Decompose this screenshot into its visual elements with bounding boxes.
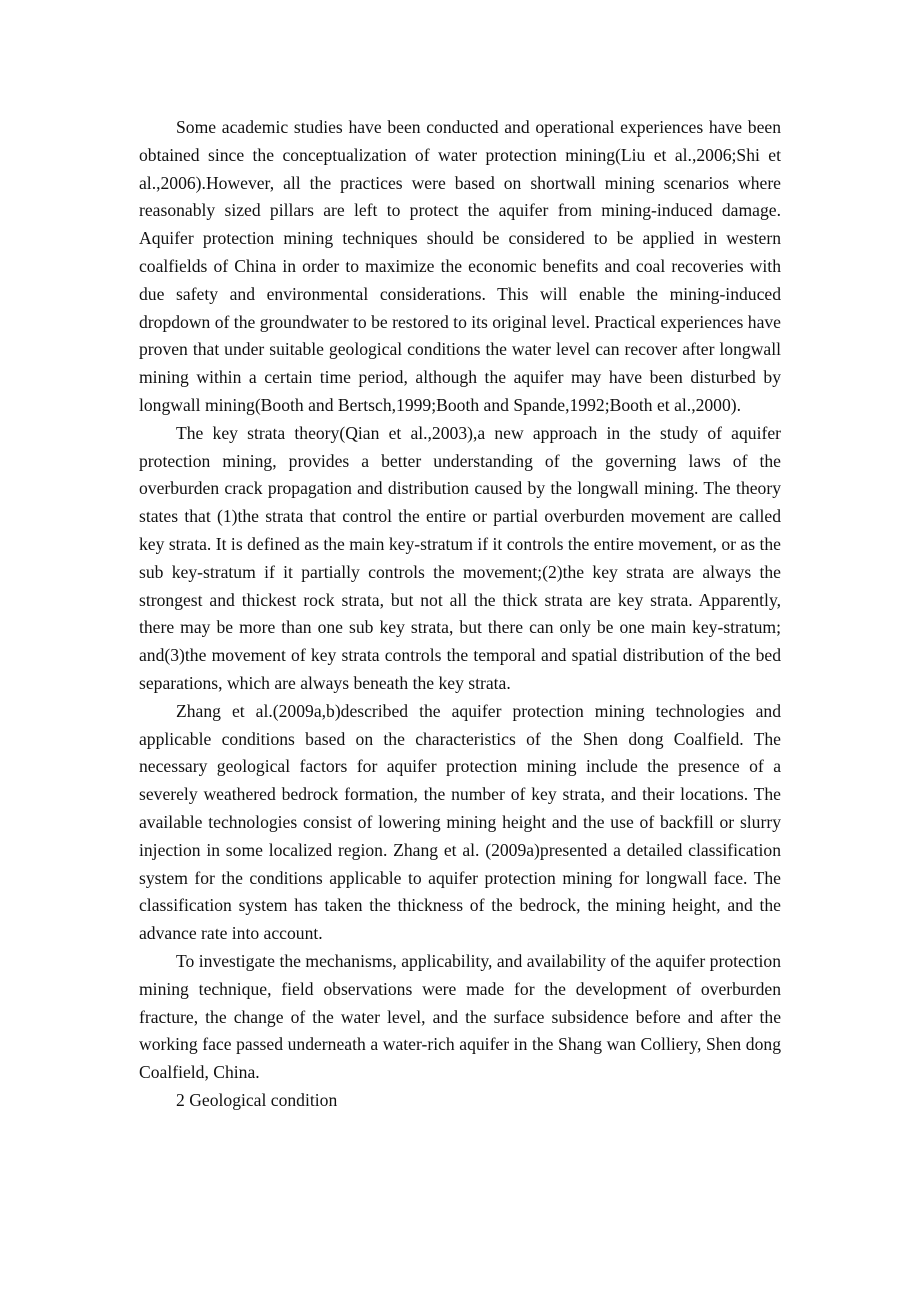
document-page xyxy=(139,114,781,1115)
paragraph-intro-studies: Some academic studies have been conducted and operational experiences have been obtained since the conceptualization of water protection mining(Liu et al.,2006;Shi et al.,2006).However, all the practices were based on shortwall mining scenarios where reasonably sized pillars are left to protect the aquifer from mining-induced damage. Aquifer protection mining techniques should be considered to be applied in western coalfields of China in order to maximize the economic benefits and coal recoveries with due safety and environmental considerations. This will enable the mining-induced dropdown of the groundwater to be restored to its original level. Practical experiences have proven that under suitable geological conditions the water level can recover after longwall mining within a certain time period, although the aquifer may have been disturbed by longwall mining(Booth and Bertsch,1999;Booth and Spande,1992;Booth et al.,2000). xyxy=(139,117,781,415)
section-heading: 2 Geological condition xyxy=(176,1089,338,1110)
paragraph-zhang-technologies: Zhang et al.(2009a,b)described the aquifer protection mining technologies and applicable conditions based on the characteristics of the Shen dong Coalfield. The necessary geological factors for aquifer protection mining include the presence of a severely weathered bedrock formation, the number of key strata, and their locations. The available technologies consist of lowering mining height and the use of backfill or slurry injection in some localized region. Zhang et al. (2009a)presented a detailed classification system for the conditions applicable to aquifer protection mining for longwall face. The classification system has taken the thickness of the bedrock, the mining height, and the advance rate into account. xyxy=(139,700,781,944)
paragraph-investigation: To investigate the mechanisms, applicability, and availability of the aquifer protection mining technique, field observations were made for the development of overburden fracture, the change of the water level, and the surface subsidence before and after the working face passed underneath a water-rich aquifer in the Shang wan Colliery, Shen dong Coalfield, China. xyxy=(139,950,781,1083)
paragraph-key-strata-theory: The key strata theory(Qian et al.,2003),a new approach in the study of aquifer protection mining, provides a better understanding of the governing laws of the overburden crack propagation and distribution caused by the longwall mining. The theory states that (1)the strata that control the entire or partial overburden movement are called key strata. It is defined as the main key-stratum if it controls the entire movement, or as the sub key-stratum if it partially controls the movement;(2)the key strata are always the strongest and thickest rock strata, but not all the thick strata are key strata. Apparently, there may be more than one sub key strata, but there can only be one main key-stratum; and(3)the movement of key strata controls the temporal and spatial distribution of the bed separations, which are always beneath the key strata. xyxy=(139,422,781,693)
